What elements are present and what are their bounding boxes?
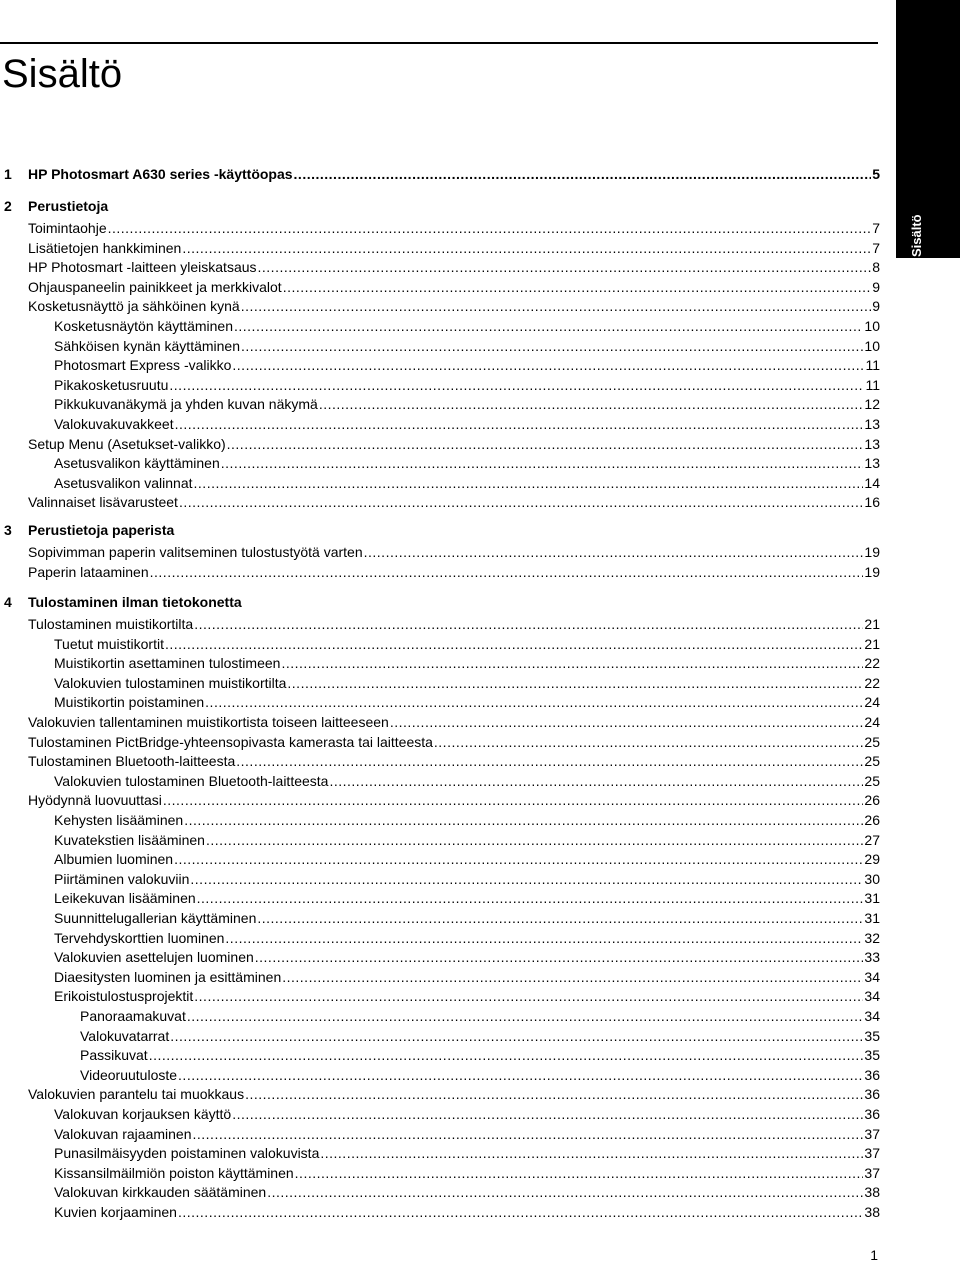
toc-entry-label: Tuetut muistikortit [54,635,164,652]
toc-entry-label: Valokuvakuvakkeet [54,416,174,432]
toc-entry[interactable] [0,986,880,1004]
toc-entry[interactable] [0,394,880,412]
dot-leader [281,655,863,671]
toc-entry[interactable] [0,542,880,560]
toc-entry-label: Lisätietojen hankkiminen [28,239,182,256]
dot-leader [245,1086,863,1102]
toc-entry[interactable] [0,849,880,867]
toc-entry[interactable] [0,473,880,491]
toc-entry[interactable] [0,492,880,510]
toc-entry[interactable] [0,869,880,887]
dot-leader [294,166,872,182]
dot-leader [194,988,863,1004]
dot-leader [190,871,863,887]
toc-entry-label: Passikuvat [80,1047,148,1064]
dot-leader [182,240,871,256]
toc-entry[interactable] [0,296,880,314]
toc-entry-label: Setup Menu (Asetukset-valikko) [28,435,226,452]
dot-leader [169,377,864,393]
dot-leader [390,714,864,730]
dot-leader [108,220,872,236]
toc-entry-page: 37 [864,1145,880,1162]
toc-entry[interactable] [0,336,880,354]
dot-leader [364,544,864,560]
toc-entry[interactable] [0,434,880,452]
dot-leader [163,792,864,808]
toc-entry-page: 36 [864,1106,880,1122]
toc-entry[interactable] [0,908,880,926]
chapter-title: Perustietoja paperista [28,522,175,538]
toc-entry-page: 12 [864,396,880,413]
page-number: 1 [870,1247,878,1263]
toc-entry[interactable] [0,967,880,985]
toc-entry[interactable] [0,1045,880,1063]
dot-leader [187,1008,864,1024]
toc-entry-label: Albumien luominen [54,851,174,868]
toc-entry-page: 29 [864,851,880,868]
toc-entry-label: Tulostaminen Bluetooth-laitteesta [28,753,236,770]
toc-entry[interactable] [0,1006,880,1024]
toc-entry-page: 37 [864,1164,880,1181]
dot-leader [241,298,872,314]
toc-entry-page: 13 [864,455,880,472]
toc-entry[interactable] [0,355,880,373]
toc-entry[interactable] [0,947,880,965]
toc-entry[interactable] [0,1065,880,1083]
toc-entry-label: Pikkukuvanäkymä ja yhden kuvan näkymä [54,396,318,413]
toc-entry[interactable] [0,316,880,334]
toc-entry-page: 21 [864,635,880,652]
toc-entry-page: 24 [864,714,880,730]
dot-leader [282,969,863,985]
dot-leader [197,890,864,906]
dot-leader [206,832,863,848]
toc-entry-label: Kissansilmäilmiön poiston käyttäminen [54,1164,294,1181]
dot-leader [205,694,863,710]
toc-entry-label: Ohjauspaneelin painikkeet ja merkkivalot [28,278,282,295]
toc-entry-page: 25 [864,733,880,750]
dot-leader [232,1106,863,1122]
toc-entry[interactable] [0,414,880,432]
toc-entry-page: 36 [864,1066,880,1083]
toc-entry-page: 9 [872,278,880,295]
toc-entry[interactable] [0,1124,880,1142]
toc-entry[interactable] [0,1143,880,1161]
toc-entry[interactable] [0,751,880,769]
toc-entry-page: 22 [864,655,880,672]
toc-entry-label: Muistikortin asettaminen tulostimeen [54,655,281,672]
toc-entry-label: Panoraamakuvat [80,1008,186,1024]
toc-entry-label: Valokuvatarrat [80,1027,170,1044]
toc-entry-page: 25 [864,772,880,789]
toc-entry-page: 7 [872,239,880,256]
dot-leader [227,436,864,452]
chapter-number: 3 [4,522,12,538]
toc-entry-page: 21 [864,616,880,632]
toc-entry[interactable] [0,257,880,275]
dot-leader [434,734,864,750]
dot-leader [295,1165,864,1181]
toc-entry-page: 34 [864,1008,880,1024]
toc-entry[interactable] [0,562,880,580]
chapter-page: 5 [872,166,880,182]
dot-leader [193,1126,864,1142]
toc-entry[interactable] [0,1202,880,1220]
toc-entry[interactable] [0,810,880,828]
dot-leader [329,773,863,789]
toc-entry-label: Valinnaiset lisävarusteet [28,494,178,511]
toc-entry-label: Sopivimman paperin valitseminen tulostustyötä varten [28,544,363,560]
toc-entry-label: Valokuvien parantelu tai muokkaus [28,1086,245,1103]
toc-entry[interactable] [0,771,880,789]
chapter-title: Tulostaminen ilman tietokonetta [28,594,242,610]
toc-entry-page: 38 [864,1204,880,1220]
dot-leader [194,475,864,491]
dot-leader [283,279,872,295]
toc-entry-page: 31 [864,910,880,926]
chapter-number: 2 [4,198,12,214]
toc-entry[interactable] [0,673,880,691]
dot-leader [165,636,863,652]
toc-entry-page: 19 [864,563,880,580]
toc-entry-label: Kosketusnäyttö ja sähköinen kynä [28,298,240,315]
toc-entry-page: 13 [864,416,880,432]
header-rule [0,42,878,44]
toc-entry[interactable] [0,453,880,471]
toc-entry-page: 34 [864,968,880,985]
toc-entry[interactable] [0,692,880,710]
toc-entry[interactable] [0,653,880,671]
toc-entry[interactable] [0,238,880,256]
toc-entry-page: 36 [864,1086,880,1103]
toc-entry-label: Valokuvien tallentaminen muistikortista toiseen laitteeseen [28,714,389,730]
chapter-title: HP Photosmart A630 series -käyttöopas [28,166,293,182]
toc-entry[interactable] [0,830,880,848]
toc-entry[interactable] [0,218,880,236]
toc-entry-page: 35 [864,1027,880,1044]
chapter-number: 4 [4,594,12,610]
toc-entry[interactable] [0,790,880,808]
toc-entry-label: Tervehdyskorttien luominen [54,929,225,946]
toc-entry-page: 8 [872,259,880,276]
toc-entry-label: Tulostaminen PictBridge-yhteensopivasta kamerasta tai laitteesta [28,733,433,750]
toc-entry-label: HP Photosmart -laitteen yleiskatsaus [28,259,257,276]
toc-entry[interactable] [0,1182,880,1200]
toc-entry[interactable] [0,614,880,632]
dot-leader [232,357,864,373]
toc-entry-page: 14 [864,474,880,491]
toc-entry[interactable] [0,712,880,730]
toc-entry-label: Valokuvien tulostaminen Bluetooth-laitteesta [54,772,329,789]
toc-entry-label: Muistikortin poistaminen [54,694,205,711]
toc-entry-label: Tulostaminen muistikortilta [28,616,194,632]
toc-entry-label: Videoruutuloste [80,1066,178,1083]
dot-leader [174,851,863,867]
toc-entry-page: 10 [864,337,880,354]
toc-entry-page: 33 [864,949,880,966]
side-tab-label: Sisältö [909,214,924,257]
toc-entry-page: 27 [864,831,880,848]
dot-leader [221,455,864,471]
dot-leader [179,494,863,510]
toc-entry-page: 13 [864,435,880,452]
chapter-number: 1 [4,166,12,182]
toc-entry[interactable] [0,1163,880,1181]
chapter-title: Perustietoja [28,198,109,214]
dot-leader [194,616,863,632]
toc-entry-label: Sähköisen kynän käyttäminen [54,337,240,354]
toc-entry-label: Valokuvan rajaaminen [54,1125,192,1142]
toc-entry-label: Valokuvan korjauksen käyttö [54,1106,232,1122]
toc-entry-page: 10 [864,318,880,334]
toc-entry-label: Suunnittelugallerian käyttäminen [54,910,257,926]
dot-leader [170,1028,863,1044]
toc-entry-page: 30 [864,870,880,887]
toc-entry[interactable] [0,888,880,906]
toc-entry-label: Valokuvien tulostaminen muistikortilta [54,674,287,691]
dot-leader [178,1204,863,1220]
toc-entry-label: Kuvatekstien lisääminen [54,831,205,848]
toc-entry-page: 25 [864,753,880,770]
toc-entry-label: Kosketusnäytön käyttäminen [54,318,233,334]
toc-entry-label: Paperin lataaminen [28,563,149,580]
toc-chapter[interactable] [0,164,880,182]
toc-entry-page: 9 [872,298,880,315]
toc-entry-label: Leikekuvan lisääminen [54,890,196,907]
toc-entry[interactable] [0,1026,880,1044]
toc-entry[interactable] [0,732,880,750]
toc-entry-page: 19 [864,544,880,560]
toc-entry[interactable] [0,1084,880,1102]
toc-entry-page: 11 [865,357,880,374]
toc-entry-label: Diaesitysten luominen ja esittäminen [54,968,282,985]
dot-leader [149,1047,864,1063]
toc-entry-label: Piirtäminen valokuviin [54,870,190,887]
toc-entry[interactable] [0,634,880,652]
dot-leader [258,259,872,275]
toc-entry-label: Erikoistulostusprojektit [54,988,194,1005]
toc-entry-label: Valokuvien asettelujen luominen [54,949,254,966]
toc-entry-page: 31 [864,890,880,907]
toc-entry[interactable] [0,1104,880,1122]
toc-entry-label: Photosmart Express -valikko [54,357,232,374]
toc-entry-page: 11 [865,376,880,393]
toc-entry-page: 24 [864,694,880,711]
toc-entry-page: 22 [864,674,880,691]
toc-entry-label: Asetusvalikon käyttäminen [54,455,220,472]
dot-leader [225,930,863,946]
toc-entry-label: Asetusvalikon valinnat [54,474,193,491]
toc-entry-page: 7 [872,220,880,236]
dot-leader [234,318,863,334]
toc-entry-page: 38 [864,1184,880,1201]
dot-leader [267,1184,863,1200]
dot-leader [236,753,863,769]
toc-entry[interactable] [0,928,880,946]
toc-entry-page: 35 [864,1047,880,1064]
dot-leader [320,1145,863,1161]
toc-entry-label: Hyödynnä luovuuttasi [28,792,162,809]
dot-leader [175,416,864,432]
toc-entry-page: 37 [864,1125,880,1142]
dot-leader [319,396,864,412]
toc-entry-page: 32 [864,929,880,946]
toc-entry[interactable] [0,375,880,393]
toc-entry-label: Pikakosketusruutu [54,376,169,393]
dot-leader [287,675,863,691]
dot-leader [241,338,863,354]
dot-leader [257,910,863,926]
toc-entry[interactable] [0,277,880,295]
toc-entry-page: 16 [864,494,880,511]
side-tab [896,0,960,258]
toc-chapter[interactable] [0,592,880,610]
toc-chapter[interactable] [0,196,880,214]
dot-leader [178,1067,863,1083]
toc-entry-label: Valokuvan kirkkauden säätäminen [54,1184,267,1201]
toc-entry-page: 26 [864,812,880,828]
toc-entry-label: Toimintaohje [28,220,107,236]
dot-leader [184,812,863,828]
toc-entry-label: Punasilmäisyyden poistaminen valokuvista [54,1145,320,1162]
page-title: Sisältö [2,52,123,96]
dot-leader [150,564,864,580]
toc-entry-label: Kuvien korjaaminen [54,1204,177,1220]
dot-leader [255,949,864,965]
toc-entry-label: Kehysten lisääminen [54,812,184,828]
toc-entry-page: 34 [864,988,880,1005]
toc-entry-page: 26 [864,792,880,809]
toc-chapter[interactable] [0,520,880,538]
